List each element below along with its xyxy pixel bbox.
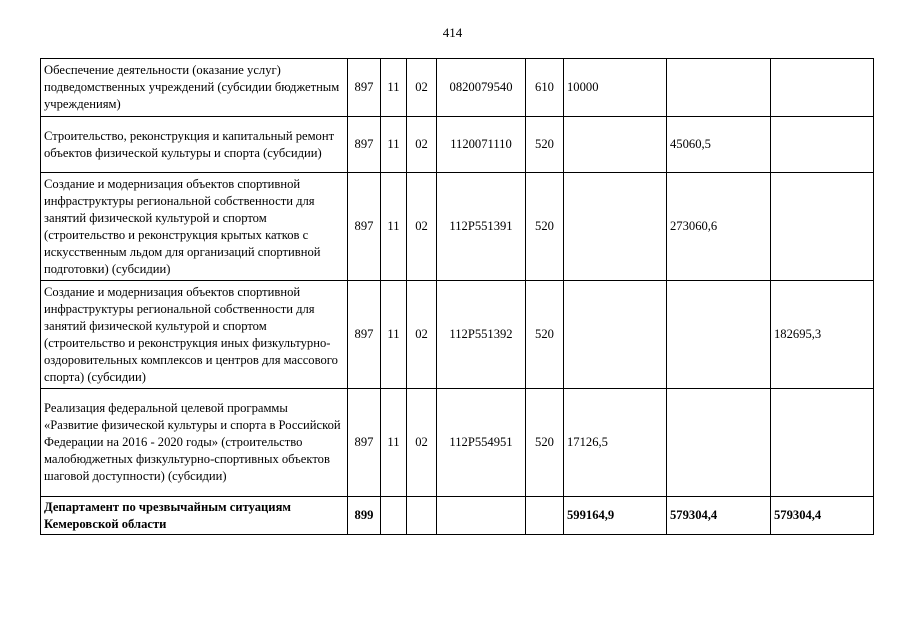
sum-year-1	[564, 173, 667, 281]
ministry-code: 897	[348, 173, 381, 281]
target-article-code: 112P551392	[437, 281, 526, 389]
section-code: 11	[381, 389, 407, 497]
sum-year-3	[771, 389, 874, 497]
ministry-code: 897	[348, 117, 381, 173]
page-number: 414	[442, 25, 463, 40]
row-name: Создание и модернизация объектов спортивной инфраструктуры региональной собственности для занятий физической культурой и спортом (строительство и реконструкция иных физкультурно-оздоровительных комплексов и центров для массового спорта) (субсидии)	[41, 281, 348, 389]
ministry-code: 897	[348, 389, 381, 497]
total-row	[41, 497, 874, 535]
ministry-code: 899	[348, 497, 381, 535]
section-code: 11	[381, 173, 407, 281]
table-row	[41, 281, 874, 389]
ministry-code: 897	[348, 281, 381, 389]
section-code: 11	[381, 281, 407, 389]
row-name: Реализация федеральной целевой программы «Развитие физической культуры и спорта в Российской Федерации на 2016 - 2020 годы» (строительство малобюджетных физкультурно-спортивных объектов шаговой доступности) (субсидии)	[41, 389, 348, 497]
row-name: Создание и модернизация объектов спортивной инфраструктуры региональной собственности для занятий физической культурой и спортом (строительство и реконструкция крытых катков с искусственным льдом для организаций спортивной подготовки) (субсидии)	[41, 173, 348, 281]
sum-year-1: 17126,5	[564, 389, 667, 497]
expense-type-code: 610	[526, 59, 564, 117]
target-article-code	[437, 497, 526, 535]
subsection-code: 02	[407, 173, 437, 281]
expense-type-code: 520	[526, 117, 564, 173]
expense-type-code: 520	[526, 389, 564, 497]
sum-year-2	[667, 389, 771, 497]
total-sum-year-1: 599164,9	[564, 497, 667, 535]
total-sum-year-2: 579304,4	[667, 497, 771, 535]
sum-year-3	[771, 117, 874, 173]
expense-type-code: 520	[526, 281, 564, 389]
expense-type-code: 520	[526, 173, 564, 281]
sum-year-3	[771, 173, 874, 281]
table-row	[41, 173, 874, 281]
subsection-code: 02	[407, 59, 437, 117]
budget-table	[40, 58, 874, 535]
sum-year-2	[667, 59, 771, 117]
subsection-code	[407, 497, 437, 535]
row-name: Обеспечение деятельности (оказание услуг) подведомственных учреждений (субсидии бюджетным учреждениям)	[41, 59, 348, 117]
sum-year-1	[564, 117, 667, 173]
total-row-name: Департамент по чрезвычайным ситуациям Кемеровской области	[41, 497, 348, 535]
target-article-code: 1120071110	[437, 117, 526, 173]
total-sum-year-3: 579304,4	[771, 497, 874, 535]
row-name: Строительство, реконструкция и капитальный ремонт объектов физической культуры и спорта (субсидии)	[41, 117, 348, 173]
sum-year-3: 182695,3	[771, 281, 874, 389]
table-row	[41, 59, 874, 117]
sum-year-1	[564, 281, 667, 389]
target-article-code: 112P554951	[437, 389, 526, 497]
target-article-code: 112P551391	[437, 173, 526, 281]
section-code: 11	[381, 117, 407, 173]
sum-year-3	[771, 59, 874, 117]
target-article-code: 0820079540	[437, 59, 526, 117]
subsection-code: 02	[407, 389, 437, 497]
expense-type-code	[526, 497, 564, 535]
sum-year-1: 10000	[564, 59, 667, 117]
table-row	[41, 117, 874, 173]
table-row	[41, 389, 874, 497]
sum-year-2: 45060,5	[667, 117, 771, 173]
subsection-code: 02	[407, 117, 437, 173]
sum-year-2	[667, 281, 771, 389]
section-code: 11	[381, 59, 407, 117]
section-code	[381, 497, 407, 535]
subsection-code: 02	[407, 281, 437, 389]
sum-year-2: 273060,6	[667, 173, 771, 281]
ministry-code: 897	[348, 59, 381, 117]
